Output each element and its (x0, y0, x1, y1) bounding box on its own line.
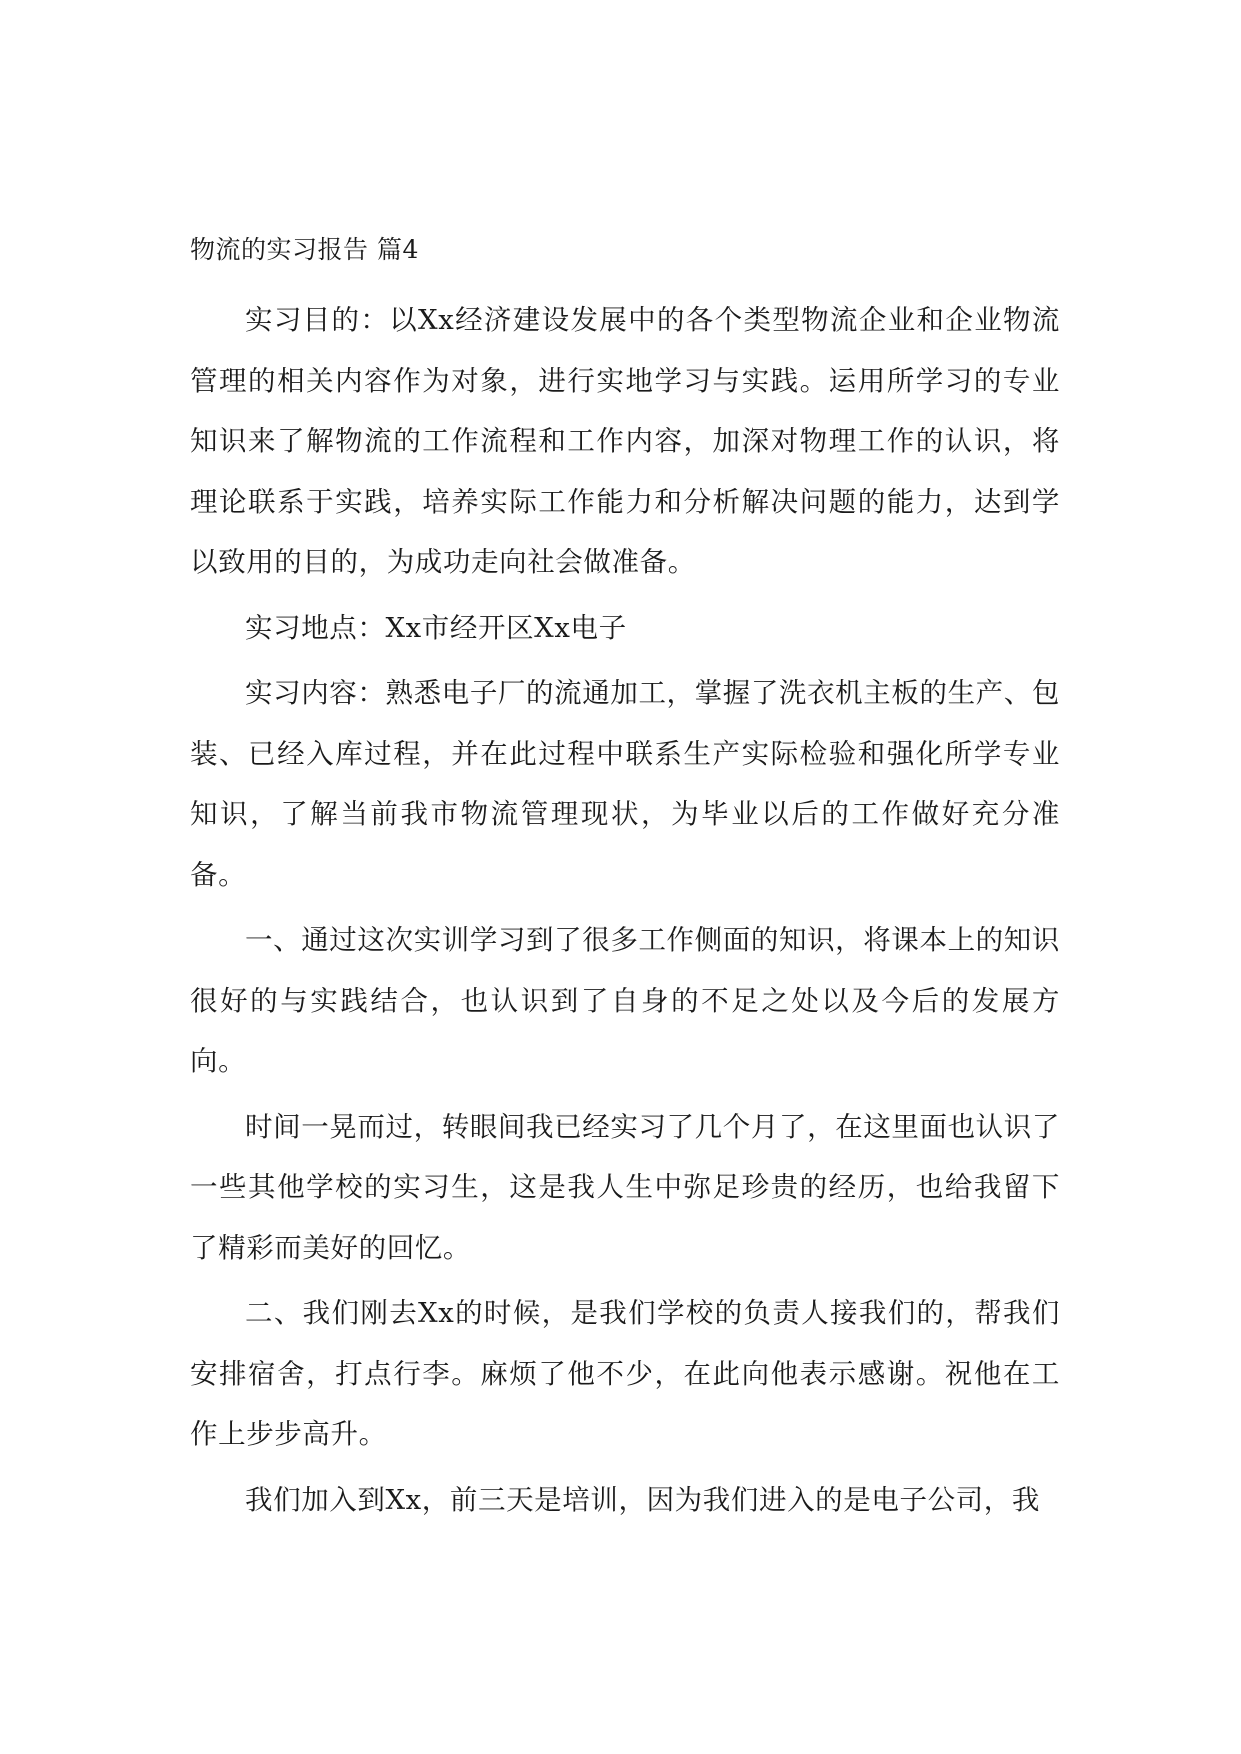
document-body (190, 290, 1060, 1535)
paragraph-section-one: 一、通过这次实训学习到了很多工作侧面的知识，将课本上的知识很好的与实践结合，也认识到了自身的不足之处以及今后的发展方向。 (190, 924, 1060, 1077)
paragraph-section-two: 二、我们刚去Xx的时候，是我们学校的负责人接我们的，帮我们安排宿舍，打点行李。麻烦了他不少，在此向他表示感谢。祝他在工作上步步高升。 (190, 1297, 1060, 1450)
document-title: 物流的实习报告 篇4 (190, 235, 419, 264)
paragraph-content: 实习内容：熟悉电子厂的流通加工，掌握了洗衣机主板的生产、包装、已经入库过程，并在此过程中联系生产实际检验和强化所学专业知识，了解当前我市物流管理现状，为毕业以后的工作做好充分准备。 (190, 677, 1060, 891)
paragraph-training: 我们加入到Xx，前三天是培训，因为我们进入的是电子公司，我 (245, 1483, 1040, 1516)
paragraph-location: 实习地点：Xx市经开区Xx电子 (245, 611, 627, 644)
paragraph-purpose: 实习目的：以Xx经济建设发展中的各个类型物流企业和企业物流管理的相关内容作为对象，进行实地学习与实践。运用所学习的专业知识来了解物流的工作流程和工作内容，加深对物理工作的认识，将理论联系于实践，培养实际工作能力和分析解决问题的能力，达到学以致用的目的，为成功走向社会做准备。 (190, 304, 1060, 578)
paragraph-time: 时间一晃而过，转眼间我已经实习了几个月了，在这里面也认识了一些其他学校的实习生，这是我人生中弥足珍贵的经历，也给我留下了精彩而美好的回忆。 (190, 1110, 1060, 1264)
